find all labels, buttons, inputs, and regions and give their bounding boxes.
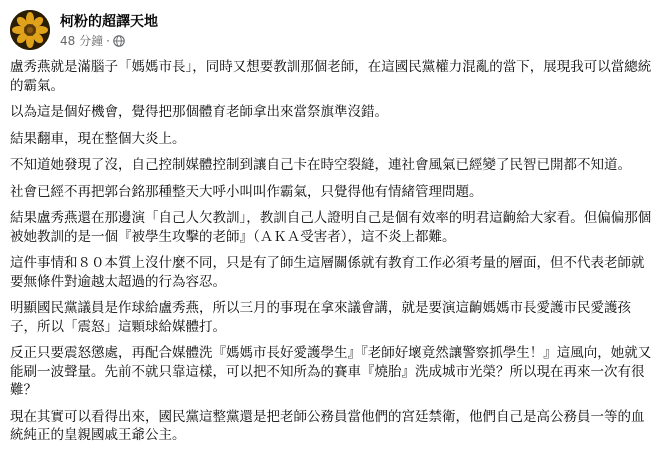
post-paragraph: 以為這是個好機會，覺得把那個體育老師拿出來當祭旗準沒錯。 <box>10 104 388 120</box>
post-timestamp[interactable]: 48 分鐘 <box>60 34 104 48</box>
meta-separator: · <box>106 34 110 48</box>
avatar[interactable] <box>10 10 50 50</box>
post-body <box>10 58 652 453</box>
post-header <box>10 10 650 50</box>
post-paragraph: 結果翻車，現在整個大炎上。 <box>10 130 186 147</box>
post-paragraph: 反正只要震怒懲處，再配合媒體洗『媽媽市長好愛護學生』『老師好壞竟然讓警察抓學生！』這風向，她就又能刷一波聲量。先前不就只靠這樣，可以把不知所為的賽車『燒胎』洗成城市光榮？所以現在再來一次有很難？ <box>10 345 652 398</box>
post-paragraph: 不知道她發現了沒，自己控制媒體控制到讓自己卡在時空裂縫，連社會風氣已經變了民智已開都不知道。 <box>10 157 631 173</box>
post-meta <box>60 33 125 49</box>
post-paragraph: 結果盧秀燕還在那邊演「自己人欠教訓」，教訓自己人證明自己是個有效率的明君這齣給大家看。但偏偏那個被她教訓的是一個『被學生攻擊的老師』（ＡＫＡ受害者），這不炎上都難。 <box>10 210 652 245</box>
post-paragraph: 這件事情和８０本質上沒什麼不同，只是有了師生這層關係就有教育工作必須考量的層面，但不代表老師就要無條件對逾越太超過的行為容忍。 <box>10 255 645 290</box>
post-paragraph: 盧秀燕就是滿腦子「媽媽市長」，同時又想要教訓那個老師，在這國民黨權力混亂的當下，展現我可以當總統的霸氣。 <box>10 59 652 94</box>
globe-icon[interactable] <box>113 35 125 47</box>
avatar-flower-image <box>10 10 50 50</box>
post-paragraph: 現在其實可以看得出來，國民黨這整黨還是把老師公務員當他們的宮廷禁衛，他們自己是高公務員一等的血統純正的皇親國戚王爺公主。 <box>10 408 645 443</box>
post-paragraph: 社會已經不再把郭台銘那種整天大呼小叫叫作霸氣，只覺得他有情緒管理問題。 <box>10 183 483 200</box>
post-paragraph: 明顯國民黨議員是作球給盧秀燕，所以三月的事現在拿來議會講，就是要演這齣媽媽市長愛護市民愛護孩子，所以「震怒」這顆球給媒體打。 <box>10 300 631 335</box>
author-name[interactable]: 柯粉的超譯天地 <box>60 14 158 30</box>
